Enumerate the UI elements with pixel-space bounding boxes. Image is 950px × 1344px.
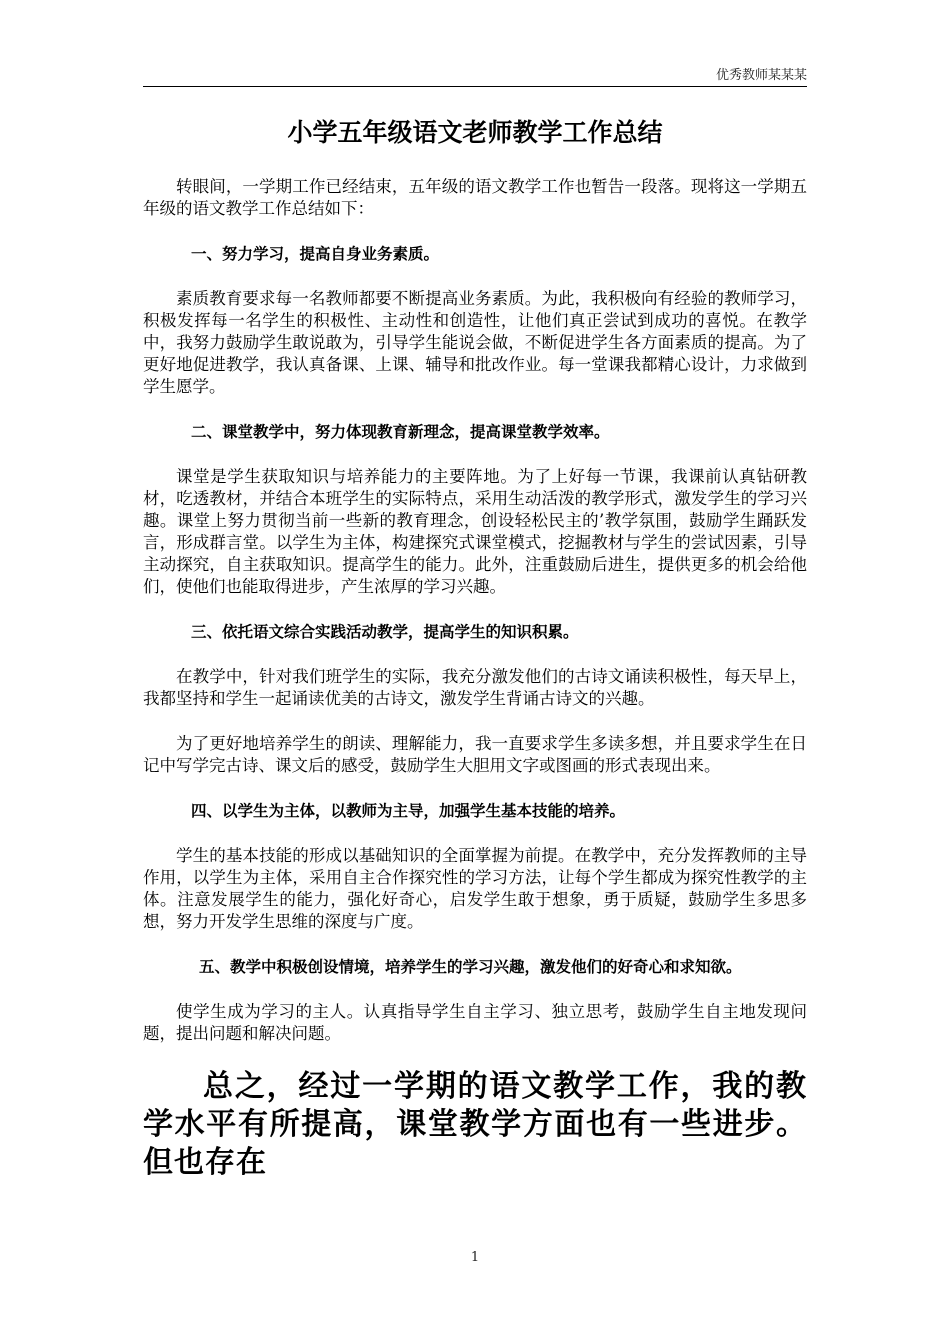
section-1-paragraph-1: 素质教育要求每一名教师都要不断提高业务素质。为此，我积极向有经验的教师学习，积极发挥每一名学生的积极性、主动性和创造性，让他们真正尝试到成功的喜悦。在教学中，我努力鼓励学生敢说敢为，引导学生能说会做，不断促进学生各方面素质的提高。为了更好地促进教学，我认真备课、上课、辅导和批改作业。每一堂课我都精心设计，力求做到学生愿学。 [143, 289, 807, 396]
header-rule [143, 86, 807, 87]
section-2-paragraph-1: 课堂是学生获取知识与培养能力的主要阵地。为了上好每一节课，我课前认真钻研教材，吃透教材，并结合本班学生的实际特点，采用生动活泼的教学形式，激发学生的学习兴趣。课堂上努力贯彻当前一些新的教育理念，创设轻松民主的’教学氛围，鼓励学生踊跃发言，形成群言堂。以学生为主体，构建探究式课堂模式，挖掘教材与学生的尝试因素，引导主动探究，自主获取知识。提高学生的能力。此外，注重鼓励后进生，提供更多的机会给他们，使他们也能取得进步，产生浓厚的学习兴趣。 [143, 467, 807, 596]
page-number: 1 [470, 1250, 480, 1265]
intro-paragraph: 转眼间，一学期工作已经结束，五年级的语文教学工作也暂告一段落。现将这一学期五年级的语文教学工作总结如下： [143, 177, 807, 218]
section-3-paragraph-2: 为了更好地培养学生的朗读、理解能力，我一直要求学生多读多想，并且要求学生在日记中写学完古诗、课文后的感受，鼓励学生大胆用文字或图画的形式表现出来。 [143, 734, 807, 775]
section-heading-2: 二、课堂教学中，努力体现教育新理念，提高课堂教学效率。 [191, 423, 610, 441]
section-5-paragraph-1: 使学生成为学习的主人。认真指导学生自主学习、独立思考，鼓励学生自主地发现问题，提出问题和解决问题。 [143, 1002, 807, 1043]
section-heading-3: 三、依托语文综合实践活动教学，提高学生的知识积累。 [191, 623, 579, 641]
section-heading-1: 一、努力学习，提高自身业务素质。 [191, 245, 440, 263]
document-title: 小学五年级语文老师教学工作总结 [287, 118, 663, 147]
conclusion-paragraph: 总之，经过一学期的语文教学工作，我的教学水平有所提高，课堂教学方面也有一些进步。但也存在 [143, 1069, 807, 1180]
document-body [143, 114, 807, 1182]
section-heading-4: 四、以学生为主体，以教师为主导，加强学生基本技能的培养。 [191, 802, 626, 820]
section-4-paragraph-1: 学生的基本技能的形成以基础知识的全面掌握为前提。在教学中，充分发挥教师的主导作用，以学生为主体，采用自主合作探究性的学习方法，让每个学生都成为探究性教学的主体。注意发展学生的能力，强化好奇心，启发学生敢于想象，勇于质疑，鼓励学生多思多想，努力开发学生思维的深度与广度。 [143, 846, 807, 931]
page-header-text: 优秀教师某某某 [715, 68, 807, 83]
section-heading-5: 五、教学中积极创设情境，培养学生的学习兴趣，激发他们的好奇心和求知欲。 [199, 958, 742, 976]
section-3-paragraph-1: 在教学中，针对我们班学生的实际，我充分激发他们的古诗文诵读积极性，每天早上，我都坚持和学生一起诵读优美的古诗文，激发学生背诵古诗文的兴趣。 [143, 667, 807, 708]
